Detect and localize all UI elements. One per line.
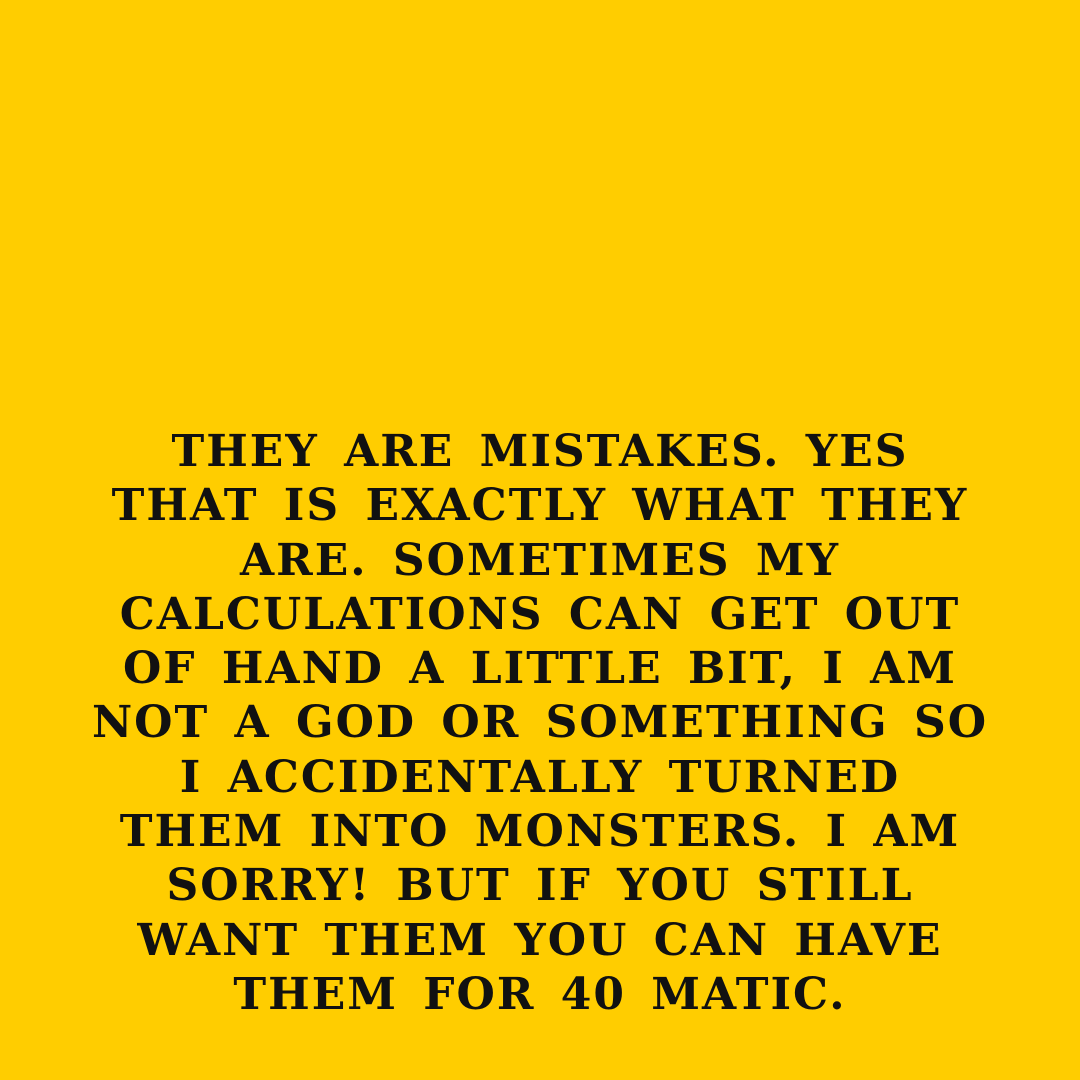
message-line: OF HAND A LITTLE BIT, I AM: [122, 643, 958, 695]
message-line: THAT IS EXACTLY WHAT THEY: [111, 480, 969, 532]
message-line: THEM FOR 40 MATIC.: [233, 968, 847, 1020]
message-line: SORRY! BUT IF YOU STILL: [166, 860, 914, 912]
message-line: THEM INTO MONSTERS. I AM: [119, 806, 961, 858]
message-text: [90, 425, 990, 1022]
message-line: CALCULATIONS CAN GET OUT: [119, 588, 961, 640]
message-line: NOT A GOD OR SOMETHING SO: [91, 697, 989, 749]
message-line: WANT THEM YOU CAN HAVE: [137, 914, 943, 966]
message-line: ARE. SOMETIMES MY: [240, 534, 840, 586]
message-line: I ACCIDENTALLY TURNED: [179, 751, 901, 803]
message-line: THEY ARE MISTAKES. YES: [171, 426, 909, 477]
